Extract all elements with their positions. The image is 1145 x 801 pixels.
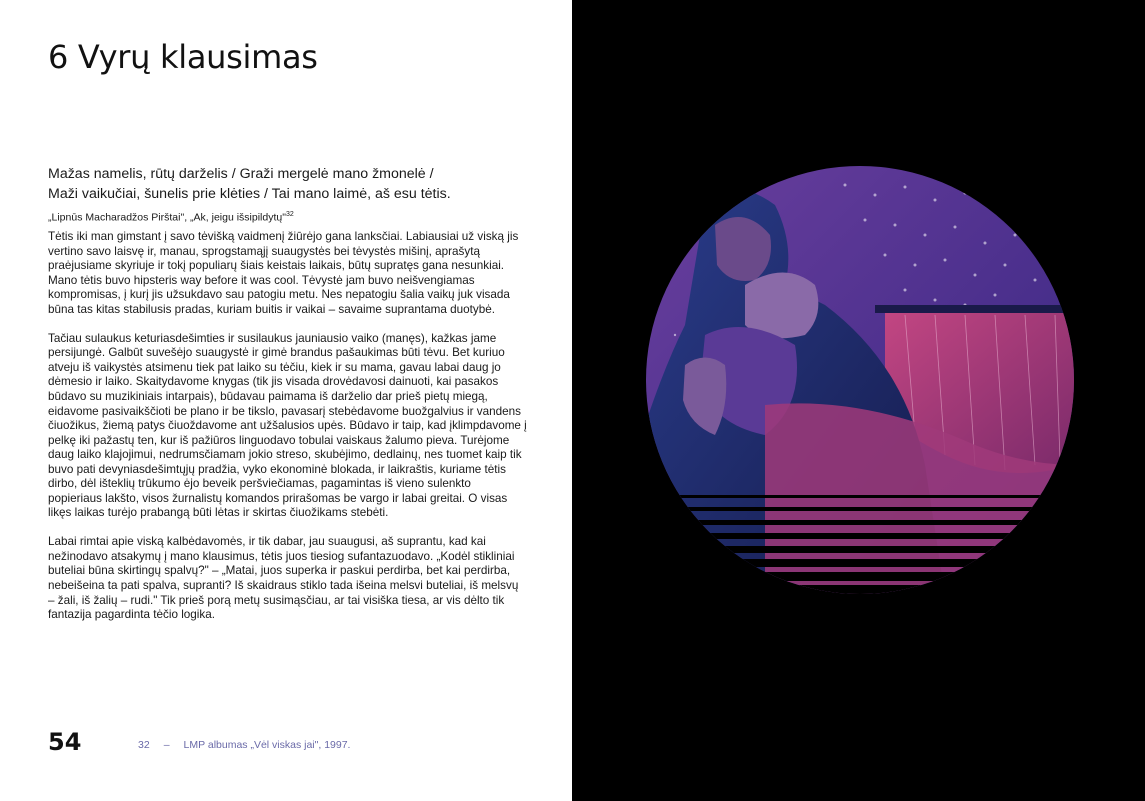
epigraph-line-1: Mažas namelis, rūtų darželis / Graži mergelė mano žmonelė / bbox=[48, 166, 434, 182]
page-number: 54 bbox=[48, 728, 82, 756]
footnote bbox=[138, 739, 350, 751]
paragraph-2: Tačiau sulaukus keturiasdešimties ir susilaukus jauniausio vaiko (manęs), kažkas jame persijungė. Galbūt suvešėjo suaugystė ir gimė brandus pašaukimas būti tėvu. Bet kuriuo atveju iš vaikystės atsimenu tiek pat laiko su tėčiu, kiek ir su mama, gavau labai daug jo dėmesio ir laiko. Skaitydavome knygas (tik jis visada drovėdavosi dainuoti, kai pasakos būdavo su muzikiniais intarpais), būdavau paimama iš darželio dar prieš pietų miegą, eidavome pasivaikščioti be plano ir be tikslo, pavasarį stebėdavome buožgalvius ir vandens čiuožikus, žiemą patys čiuoždavome ant užšalusios upės. Būdavo ir taip, kad įklimpdavome į pelkę iki pažastų ten, kur iš pažiūros linguodavo tobulai vaiskaus žalumo pieva. Turėjome daug laiko klajojimui, nedrumsčiamam jokio streso, skubėjimo, dedlainų, nes tuomet kaip tik buvo pati devyniasdešimtųjų pradžia, vyko ekonominė blokada, ir laikraštis, kuriame tėtis dirbo, dėl išteklių trūkumo ėjo beveik peršviečiamas, pagamintas iš vieno sulenkto popieriaus lakšto, visos žurnalistų komandos prirašomas be vargo ir labai greitai. O visas likęs laikas turėjo prabangą būti lėtas ir skirtas čiuožikams stebėti. bbox=[48, 331, 527, 520]
child-head bbox=[745, 273, 818, 339]
illustration-father-child bbox=[645, 165, 1075, 595]
paragraph-3: Labai rimtai apie viską kalbėdavomės, ir tik dabar, jau suaugusi, aš suprantu, kad kai nežinodavo atsakymų į mano klausimus, tėtis juos tiesiog sufantazuodavo. „Kodėl stikliniai buteliai būna skirtingų spalvų?" – „Matai, juos superka ir paskui perdirba, bet kai perdirba, nebeišeina ta pati spalva, supranti? Iš skaidraus stiklo tada išeina melsvi buteliai, iš melsvų – žali, iš žalių – rudi." Tik prieš porą metų susimąsčiau, ar tai visiška tiesa, ar vis dėlto tik fantazija pagardinta tėčio logika. bbox=[48, 535, 519, 622]
curtain-rod bbox=[875, 305, 1075, 313]
footnote-dash: – bbox=[163, 739, 170, 751]
footnote-text: LMP albumas „Vėl viskas jai", 1997. bbox=[183, 739, 351, 751]
footnote-ref[interactable]: 32 bbox=[285, 211, 294, 218]
chapter-title: 6 Vyrų klausimas bbox=[48, 38, 318, 76]
left-page bbox=[0, 0, 572, 801]
footnote-number: 32 bbox=[138, 739, 150, 751]
epigraph-line-2: Maži vaikučiai, šunelis prie klėties / Tai mano laimė, aš esu tėtis. bbox=[48, 186, 451, 202]
paragraph-1: Tėtis iki man gimstant į savo tėvišką vaidmenį žiūrėjo gana lanksčiai. Labiausiai už viską jis vertino savo laisvę ir, manau, sprogstamąjį suaugystės bei tėvystės mišinį, aprašytą praėjusiame skyriuje ir tokį populiarų šiais keistais laikais, būtų supratęs gana nesunkiai. Mano tėtis buvo hipsteris way before it was cool. Tėvystė jam buvo neišvengiamas kompromisas, į kurį jis užsukdavo sau patogiu metu. Nes nepatogiu šalia vaikų juk visada būna tas kitas stabilusis pradas, kuriam buitis ir vaikai – savaime suprantama duotybė. bbox=[48, 230, 519, 316]
epigraph-source bbox=[48, 208, 548, 225]
body-text bbox=[48, 230, 528, 637]
epigraph-source-text: „Lipnūs Macharadžos Pirštai", „Ak, jeigu išsipildytų" bbox=[48, 211, 286, 224]
epigraph bbox=[48, 164, 548, 225]
